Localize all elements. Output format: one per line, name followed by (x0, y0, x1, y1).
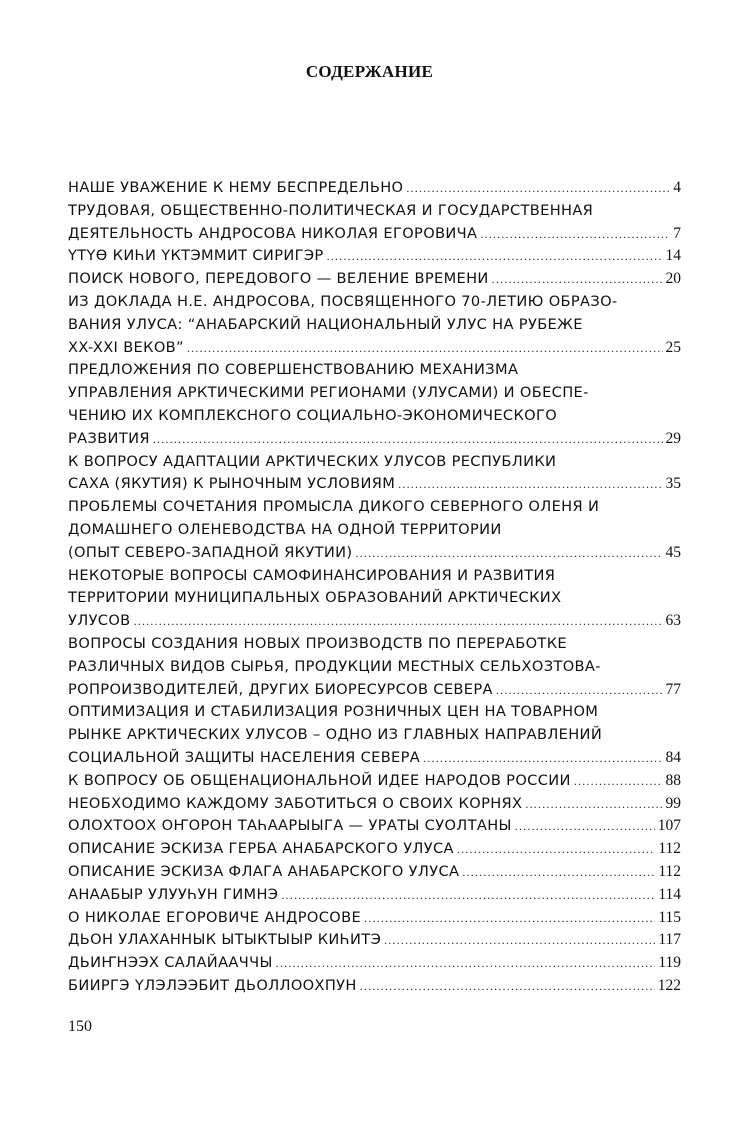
toc-entry-page-number: 4 (673, 179, 681, 196)
toc-entry-title-line: ПОИСК НОВОГО, ПЕРЕДОВОГО — ВЕЛЕНИЕ ВРЕМЕНИ (68, 270, 489, 288)
dot-leader (364, 907, 655, 930)
dot-leader (281, 884, 655, 907)
toc-entry-page-number: 107 (657, 817, 681, 835)
toc-entry-title-line: РОПРОИЗВОДИТЕЛЕЙ, ДРУГИХ БИОРЕСУРСОВ СЕВЕРА (68, 680, 493, 698)
toc-entry-title-line: РАЗВИТИЯ (68, 429, 150, 447)
toc-entry-leader-line (68, 884, 681, 907)
dot-leader (398, 473, 662, 496)
toc-entry-title-line: САХА (ЯКУТИЯ) К РЫНОЧНЫМ УСЛОВИЯМ (68, 475, 396, 493)
toc-entry (68, 496, 681, 564)
toc-entry-leader-line (68, 223, 681, 246)
toc-entry-title-line: ИЗ ДОКЛАДА Н.Е. АНДРОСОВА, ПОСВЯЩЕННОГО 70-ЛЕТИЮ ОБРАЗО- (68, 292, 618, 310)
dot-leader (406, 177, 670, 200)
toc-entry-title-line: ОЛОХТООХ ОҤОРОН ТАҺААРЫЫГА — УРАТЫ СУОЛТАНЫ (68, 817, 512, 835)
toc-entry-title-line: ОПИСАНИЕ ЭСКИЗА ГЕРБА АНАБАРСКОГО УЛУСА (68, 840, 454, 858)
dot-leader (423, 747, 662, 770)
toc-entry (68, 200, 681, 246)
toc-entry-leader-line (68, 679, 681, 702)
dot-leader (355, 542, 662, 565)
dot-leader (153, 428, 663, 451)
toc-entry-page-number: 45 (665, 543, 681, 561)
toc-entry-title-line: НЕОБХОДИМО КАЖДОМУ ЗАБОТИТЬСЯ О СВОИХ КОРНЯХ (68, 794, 523, 812)
toc-entry-title-line: АНААБЫР УЛУУҺУН ГИМНЭ (68, 885, 279, 903)
toc-entry (68, 633, 681, 701)
toc-entry (68, 359, 681, 450)
toc-entry-page-number: 14 (665, 247, 681, 265)
toc-entry-title-line: РАЗЛИЧНЫХ ВИДОВ СЫРЬЯ, ПРОДУКЦИИ МЕСТНЫХ СЕЛЬХОЗТОВА- (68, 657, 601, 675)
toc-entry-page-number: 63 (665, 612, 681, 630)
toc-entry (68, 268, 681, 291)
toc-entry-page-number: 84 (665, 748, 681, 766)
toc-entry (68, 907, 681, 930)
toc-entry-page-number: 119 (658, 954, 681, 972)
toc-entry-title-line: ҮТҮӨ КИҺИ ҮКТЭММИТ СИРИГЭР (68, 247, 324, 265)
toc-entry-title-line: ПРОБЛЕМЫ СОЧЕТАНИЯ ПРОМЫСЛА ДИКОГО СЕВЕРНОГО ОЛЕНЯ И (68, 498, 600, 516)
toc-entry-leader-line (68, 542, 681, 565)
dot-leader (276, 952, 656, 975)
toc-entry-leader-line (68, 952, 681, 975)
dot-leader (187, 337, 663, 360)
toc-entry-leader-line (68, 770, 681, 793)
dot-leader (384, 929, 655, 952)
toc-entry-title-line: О НИКОЛАЕ ЕГОРОВИЧЕ АНДРОСОВЕ (68, 908, 362, 926)
toc-entry-leader-line (68, 337, 681, 360)
toc-entry-title-line: (ОПЫТ СЕВЕРО-ЗАПАДНОЙ ЯКУТИИ) (68, 543, 353, 561)
toc-entry-leader-line (68, 815, 681, 838)
toc-entry-page-number: 122 (657, 976, 681, 994)
dot-leader (360, 975, 655, 998)
toc-entry-title-line: ВАНИЯ УЛУСА: “АНАБАРСКИЙ НАЦИОНАЛЬНЫЙ УЛУС НА РУБЕЖЕ (68, 315, 583, 333)
toc-entry (68, 565, 681, 633)
table-of-contents (68, 177, 681, 998)
toc-entry (68, 952, 681, 975)
dot-leader (496, 679, 663, 702)
toc-entry-leader-line (68, 929, 681, 952)
toc-entry (68, 884, 681, 907)
toc-entry-title-line: УЛУСОВ (68, 612, 131, 630)
toc-entry-leader-line (68, 793, 681, 816)
toc-entry-page-number: 20 (665, 270, 681, 288)
toc-entry-leader-line (68, 747, 681, 770)
toc-entry-page-number: 88 (665, 771, 681, 789)
toc-entry-page-number: 7 (673, 224, 681, 242)
toc-entry-page-number: 35 (665, 475, 681, 493)
toc-entry-leader-line (68, 473, 681, 496)
toc-entry-title-line: ВОПРОСЫ СОЗДАНИЯ НОВЫХ ПРОИЗВОДСТВ ПО ПЕРЕРАБОТКЕ (68, 634, 567, 652)
dot-leader (515, 815, 655, 838)
toc-entry-leader-line (68, 610, 681, 633)
dot-leader (574, 770, 663, 793)
toc-entry-leader-line (68, 268, 681, 291)
dot-leader (457, 838, 655, 861)
toc-entry (68, 291, 681, 359)
toc-entry-title-line: УПРАВЛЕНИЯ АРКТИЧЕСКИМИ РЕГИОНАМИ (УЛУСАМИ) И ОБЕСПЕ- (68, 384, 589, 402)
toc-entry-title-line: ЧЕНИЮ ИХ КОМПЛЕКСНОГО СОЦИАЛЬНО-ЭКОНОМИЧЕСКОГО (68, 406, 558, 424)
toc-entry-title-line: БИИРГЭ ҮЛЭЛЭЭБИТ ДЬОЛЛООХПУН (68, 976, 357, 994)
toc-entry (68, 793, 681, 816)
dot-leader (134, 610, 663, 633)
toc-entry-title-line: К ВОПРОСУ АДАПТАЦИИ АРКТИЧЕСКИХ УЛУСОВ РЕСПУБЛИКИ (68, 452, 557, 470)
toc-entry (68, 929, 681, 952)
dot-leader (525, 793, 662, 816)
toc-entry-page-number: 115 (658, 908, 681, 926)
toc-entry-title-line: ТРУДОВАЯ, ОБЩЕСТВЕННО-ПОЛИТИЧЕСКАЯ И ГОСУДАРСТВЕННАЯ (68, 201, 594, 219)
toc-entry-title-line: РЫНКЕ АРКТИЧЕСКИХ УЛУСОВ – ОДНО ИЗ ГЛАВНЫХ НАПРАВЛЕНИЙ (68, 726, 603, 744)
toc-entry (68, 451, 681, 497)
toc-entry-title-line: ОПИСАНИЕ ЭСКИЗА ФЛАГА АНАБАРСКОГО УЛУСА (68, 862, 460, 880)
toc-entry-page-number: 117 (658, 931, 681, 949)
toc-entry-title-line: ДЬИҤНЭЭХ САЛАЙААЧЧЫ (68, 954, 273, 972)
dot-leader (462, 861, 655, 884)
toc-entry-title-line: XX-XXI ВЕКОВ” (68, 338, 184, 356)
toc-entry (68, 177, 681, 200)
toc-entry-title-line: НЕКОТОРЫЕ ВОПРОСЫ САМОФИНАНСИРОВАНИЯ И РАЗВИТИЯ (68, 566, 556, 584)
toc-entry-page-number: 112 (658, 840, 681, 858)
toc-entry (68, 861, 681, 884)
toc-entry (68, 838, 681, 861)
toc-entry-title-line: НАШЕ УВАЖЕНИЕ К НЕМУ БЕСПРЕДЕЛЬНО (68, 179, 404, 196)
dot-leader (492, 268, 663, 291)
toc-entry-title-line: К ВОПРОСУ ОБ ОБЩЕНАЦИОНАЛЬНОЙ ИДЕЕ НАРОДОВ РОССИИ (68, 771, 571, 789)
toc-entry-title-line: ДЕЯТЕЛЬНОСТЬ АНДРОСОВА НИКОЛАЯ ЕГОРОВИЧА (68, 224, 478, 242)
toc-entry-page-number: 114 (658, 885, 681, 903)
toc-entry-title-line: ПРЕДЛОЖЕНИЯ ПО СОВЕРШЕНСТВОВАНИЮ МЕХАНИЗМА (68, 361, 519, 379)
toc-entry-title-line: ОПТИМИЗАЦИЯ И СТАБИЛИЗАЦИЯ РОЗНИЧНЫХ ЦЕН НА ТОВАРНОМ (68, 703, 599, 721)
toc-entry-leader-line (68, 861, 681, 884)
toc-entry-leader-line (68, 428, 681, 451)
toc-entry (68, 770, 681, 793)
page-number: 150 (68, 1018, 92, 1035)
toc-entry-title-line: ТЕРРИТОРИИ МУНИЦИПАЛЬНЫХ ОБРАЗОВАНИЙ АРКТИЧЕСКИХ (68, 589, 562, 607)
toc-entry-page-number: 25 (665, 338, 681, 356)
toc-entry-title-line: ДЬОН УЛАХАННЫК ЫТЫКТЫЫР КИҺИТЭ (68, 931, 382, 949)
toc-entry (68, 815, 681, 838)
toc-entry (68, 975, 681, 998)
toc-entry-leader-line (68, 907, 681, 930)
toc-entry-title-line: СОЦИАЛЬНОЙ ЗАЩИТЫ НАСЕЛЕНИЯ СЕВЕРА (68, 748, 421, 766)
toc-entry (68, 701, 681, 769)
toc-entry-title-line: ДОМАШНЕГО ОЛЕНЕВОДСТВА НА ОДНОЙ ТЕРРИТОРИИ (68, 520, 502, 538)
contents-heading: СОДЕРЖАНИЕ (305, 62, 434, 81)
toc-entry-page-number: 29 (665, 429, 681, 447)
toc-entry-leader-line (68, 177, 681, 200)
toc-entry-leader-line (68, 838, 681, 861)
dot-leader (480, 223, 670, 246)
toc-entry (68, 245, 681, 268)
toc-entry-page-number: 112 (658, 862, 681, 880)
toc-entry-page-number: 99 (665, 794, 681, 812)
toc-entry-page-number: 77 (665, 680, 681, 698)
toc-entry-leader-line (68, 975, 681, 998)
dot-leader (327, 245, 663, 268)
toc-entry-leader-line (68, 245, 681, 268)
